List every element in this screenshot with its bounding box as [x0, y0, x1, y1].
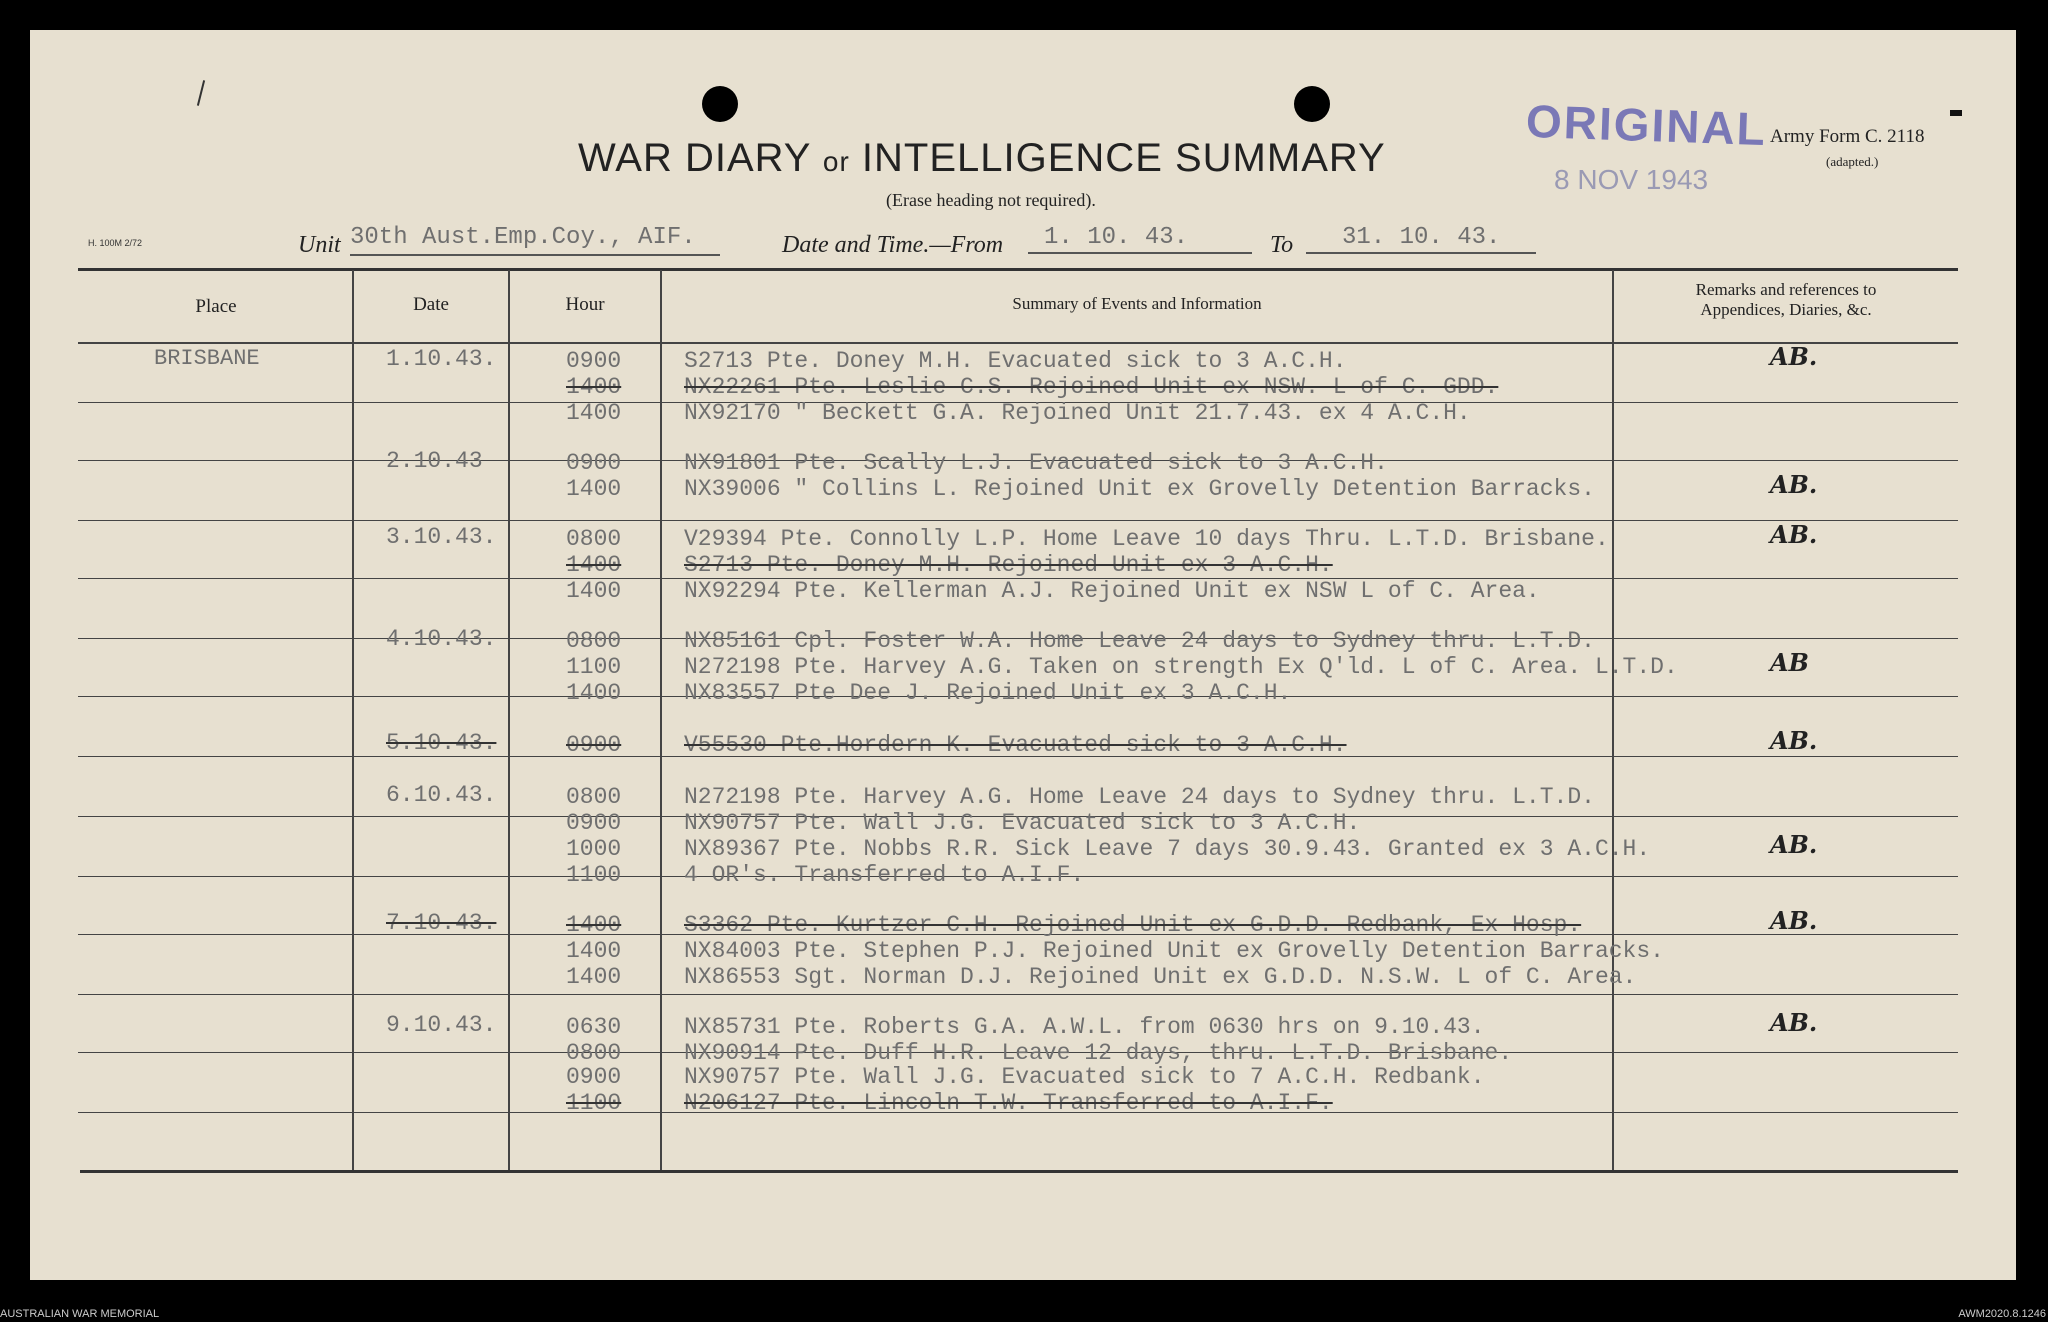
- entry-summary: NX85161 Cpl. Foster W.A. Home Leave 24 days to Sydney thru. L.T.D.: [684, 628, 1595, 654]
- col-header-remarks-1: Remarks and references to: [1695, 280, 1877, 299]
- entry-summary: N272198 Pte. Harvey A.G. Taken on strength Ex Q'ld. L of C. Area. L.T.D.: [684, 654, 1678, 680]
- entry-initials: AB.: [1770, 520, 1818, 549]
- pencil-mark: [1950, 110, 1962, 116]
- entry-summary: N206127 Pte. Lincoln T.W. Transferred to A.I.F.: [684, 1090, 1333, 1116]
- entry-summary: NX22261 Pte. Leslie C.S. Rejoined Unit ex NSW. L of C. GDD.: [684, 374, 1499, 400]
- entry-summary: S3362 Pte. Kurtzer C.H. Rejoined Unit ex G.D.D. Redbank, Ex Hosp.: [684, 912, 1582, 938]
- entry-hour: 1000: [566, 836, 622, 862]
- entry-summary: NX83557 Pte Dee J. Rejoined Unit ex 3 A.C.H.: [684, 680, 1292, 706]
- entry-summary: NX91801 Pte. Scally L.J. Evacuated sick to 3 A.C.H.: [684, 450, 1388, 476]
- entry-initials: AB.: [1770, 342, 1818, 371]
- entry-initials: AB.: [1770, 906, 1818, 935]
- entry-hour: 1100: [566, 1090, 622, 1116]
- entry-hour: 1400: [566, 680, 622, 706]
- entry-hour: 1400: [566, 400, 622, 426]
- title-subtitle: (Erase heading not required).: [886, 190, 1096, 210]
- unit-label: Unit: [298, 232, 341, 258]
- entry-summary: NX90757 Pte. Wall J.G. Evacuated sick to 7 A.C.H. Redbank.: [684, 1064, 1485, 1090]
- entry-summary: V29394 Pte. Connolly L.P. Home Leave 10 days Thru. L.T.D. Brisbane.: [684, 526, 1609, 552]
- entry-hour: 1400: [566, 964, 622, 990]
- title-war-diary: WAR DIARY: [578, 136, 811, 180]
- col-divider: [1612, 270, 1614, 1170]
- table-bottom-rule: [80, 1170, 1958, 1173]
- period-from-value: 1. 10. 43.: [1028, 224, 1252, 254]
- footer-credit: AUSTRALIAN WAR MEMORIAL: [0, 1308, 160, 1320]
- col-header-place: Place: [195, 296, 237, 317]
- entry-summary: NX84003 Pte. Stephen P.J. Rejoined Unit ex Grovelly Detention Barracks.: [684, 938, 1664, 964]
- entry-summary: NX89367 Pte. Nobbs R.R. Sick Leave 7 days 30.9.43. Granted ex 3 A.C.H.: [684, 836, 1651, 862]
- entry-date: 2.10.43: [386, 448, 483, 474]
- entry-initials: AB: [1770, 648, 1809, 677]
- row-rule: [78, 994, 1958, 995]
- entry-hour: 1400: [566, 938, 622, 964]
- diary-title: [578, 136, 1386, 181]
- entry-date: 7.10.43.: [386, 910, 497, 936]
- pencil-mark: [197, 80, 205, 106]
- punch-hole: [702, 86, 738, 122]
- entry-hour: 1100: [566, 654, 622, 680]
- entry-hour: 0630: [566, 1014, 622, 1040]
- entry-hour: 0900: [566, 450, 622, 476]
- entry-summary: V55530 Pte.Hordern K. Evacuated sick to 3 A.C.H.: [684, 732, 1347, 758]
- entry-hour: 1100: [566, 862, 622, 888]
- entry-date: 9.10.43.: [386, 1012, 497, 1038]
- entry-summary: NX90914 Pte. Duff H.R. Leave 12 days, thru. L.T.D. Brisbane.: [684, 1040, 1513, 1066]
- entry-hour: 0900: [566, 348, 622, 374]
- entry-summary: NX92170 " Beckett G.A. Rejoined Unit 21.7.43. ex 4 A.C.H.: [684, 400, 1471, 426]
- entry-summary: NX85731 Pte. Roberts G.A. A.W.L. from 0630 hrs on 9.10.43.: [684, 1014, 1485, 1040]
- entry-date: 4.10.43.: [386, 626, 497, 652]
- col-divider: [352, 270, 354, 1170]
- entry-hour: 1400: [566, 578, 622, 604]
- entry-summary: NX39006 " Collins L. Rejoined Unit ex Grovelly Detention Barracks.: [684, 476, 1595, 502]
- unit-value: 30th Aust.Emp.Coy., AIF.: [350, 224, 720, 256]
- adapted-label: (adapted.): [1826, 154, 1879, 169]
- title-or: or: [822, 146, 850, 177]
- row-rule: [78, 520, 1958, 521]
- period-to-value: 31. 10. 43.: [1306, 224, 1536, 254]
- entry-summary: S2713 Pte. Doney M.H. Rejoined Unit ex 3 A.C.H.: [684, 552, 1333, 578]
- entry-date: 1.10.43.: [386, 346, 497, 372]
- stamp-date: 8 NOV 1943: [1554, 164, 1709, 195]
- entry-summary: NX86553 Sgt. Norman D.J. Rejoined Unit ex G.D.D. N.S.W. L of C. Area.: [684, 964, 1637, 990]
- entry-summary: 4 OR's. Transferred to A.I.F.: [684, 862, 1085, 888]
- entry-initials: AB.: [1770, 726, 1818, 755]
- punch-hole: [1294, 86, 1330, 122]
- header-bottom-rule: [78, 342, 1958, 344]
- entry-hour: 1400: [566, 912, 622, 938]
- entry-hour: 0800: [566, 784, 622, 810]
- col-header-remarks-2: Appendices, Diaries, &c.: [1700, 300, 1872, 319]
- period-to-label: To: [1270, 232, 1294, 258]
- entry-hour: 0800: [566, 1040, 622, 1066]
- entry-place: BRISBANE: [154, 346, 260, 371]
- footer-accession: AWM2020.8.1246: [1958, 1308, 2046, 1320]
- col-header-date: Date: [413, 294, 449, 315]
- entry-summary: N272198 Pte. Harvey A.G. Home Leave 24 days to Sydney thru. L.T.D.: [684, 784, 1595, 810]
- entry-summary: NX90757 Pte. Wall J.G. Evacuated sick to 3 A.C.H.: [684, 810, 1361, 836]
- entry-initials: AB.: [1770, 830, 1818, 859]
- entry-hour: 1400: [566, 552, 622, 578]
- col-divider: [660, 270, 662, 1170]
- entry-hour: 0900: [566, 732, 622, 758]
- army-form-label: Army Form C. 2118: [1770, 126, 1925, 147]
- entry-hour: 0900: [566, 810, 622, 836]
- entry-date: 5.10.43.: [386, 730, 497, 756]
- entry-initials: AB.: [1770, 470, 1818, 499]
- col-divider: [508, 270, 510, 1170]
- entry-hour: 0800: [566, 526, 622, 552]
- form-code: H. 100M 2/72: [88, 238, 143, 248]
- entry-hour: 0900: [566, 1064, 622, 1090]
- original-stamp: ORIGINAL: [1525, 94, 1768, 156]
- entry-hour: 0800: [566, 628, 622, 654]
- entry-hour: 1400: [566, 476, 622, 502]
- table-top-rule: [78, 268, 1958, 271]
- entry-date: 6.10.43.: [386, 782, 497, 808]
- entry-summary: S2713 Pte. Doney M.H. Evacuated sick to 3 A.C.H.: [684, 348, 1347, 374]
- col-header-hour: Hour: [565, 294, 605, 315]
- title-intelligence-summary: INTELLIGENCE SUMMARY: [861, 136, 1386, 180]
- entry-hour: 1400: [566, 374, 622, 400]
- entry-initials: AB.: [1770, 1008, 1818, 1037]
- diary-page: [30, 30, 2016, 1280]
- period-from-label: Date and Time.—From: [782, 232, 1004, 258]
- entry-summary: NX92294 Pte. Kellerman A.J. Rejoined Unit ex NSW L of C. Area.: [684, 578, 1540, 604]
- entry-date: 3.10.43.: [386, 524, 497, 550]
- col-header-summary: Summary of Events and Information: [1012, 294, 1262, 313]
